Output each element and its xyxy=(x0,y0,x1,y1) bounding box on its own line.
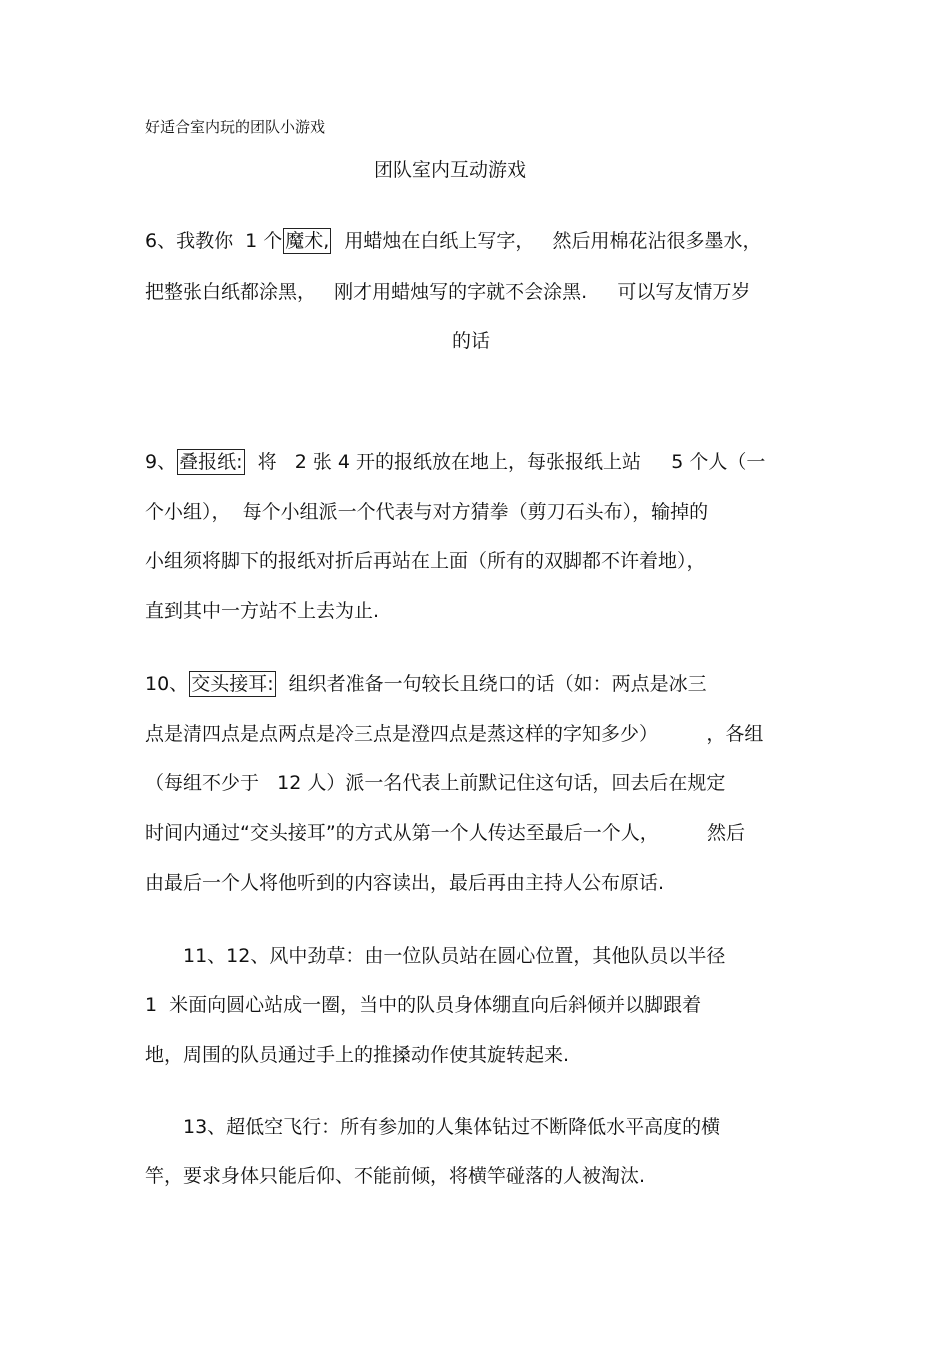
page-title: 团队室内互动游戏 xyxy=(374,159,527,181)
boxed-keyword: 叠报纸: xyxy=(179,451,243,473)
paragraph-line: 个小组）， 每个小组派一个代表与对方猜拳（剪刀石头布），输掉的 xyxy=(145,501,709,523)
paragraph-line xyxy=(145,232,762,251)
paragraph-line: 竿，要求身体只能后仰、不能前倾，将横竿碰落的人被淘汰. xyxy=(145,1165,646,1187)
page-header: 好适合室内玩的团队小游戏 xyxy=(145,118,326,136)
paragraph-line: 把整张白纸都涂黑， 刚才用蜡烛写的字就不会涂黑. 可以写友情万岁 xyxy=(145,281,751,303)
paragraph-line: 13、超低空飞行：所有参加的人集体钻过不断降低水平高度的横 xyxy=(183,1116,721,1138)
paragraph-line xyxy=(145,675,707,694)
paragraph-line: 由最后一个人将他听到的内容读出，最后再由主持人公布原话. xyxy=(145,872,665,894)
paragraph-line: 直到其中一方站不上去为止. xyxy=(145,600,380,622)
item-number: 9、 xyxy=(145,451,177,473)
paragraph-line: 点是清四点是点两点是冷三点是澄四点是蒸这样的字知多少） ，各组 xyxy=(145,723,764,745)
item-number: 6、我教你 1 个 xyxy=(145,230,283,252)
line-text: 将 2 张 4 开的报纸放在地上，每张报纸上站 5 个人（一 xyxy=(245,451,766,473)
line-text: 组织者准备一句较长且绕口的话（如：两点是冰三 xyxy=(276,673,707,695)
item-number: 10、 xyxy=(145,673,189,695)
paragraph-line: 的话 xyxy=(452,330,491,352)
paragraph-line: 小组须将脚下的报纸对折后再站在上面（所有的双脚都不许着地）， xyxy=(145,550,706,572)
boxed-keyword: 魔术, xyxy=(285,230,330,252)
paragraph-line: （每组不少于 12 人）派一名代表上前默记住这句话，回去后在规定 xyxy=(145,772,726,794)
paragraph-line: 地，周围的队员通过手上的推搡动作使其旋转起来. xyxy=(145,1044,570,1066)
paragraph-line xyxy=(145,453,765,472)
line-text: 用蜡烛在白纸上写字， 然后用棉花沾很多墨水， xyxy=(332,230,762,252)
paragraph-line: 1 米面向圆心站成一圈，当中的队员身体绷直向后斜倾并以脚跟着 xyxy=(145,994,702,1016)
boxed-keyword: 交头接耳: xyxy=(191,673,274,695)
paragraph-line: 11、12、风中劲草：由一位队员站在圆心位置，其他队员以半径 xyxy=(183,945,726,967)
paragraph-line: 时间内通过“交头接耳”的方式从第一个人传达至最后一个人， 然后 xyxy=(145,822,746,844)
